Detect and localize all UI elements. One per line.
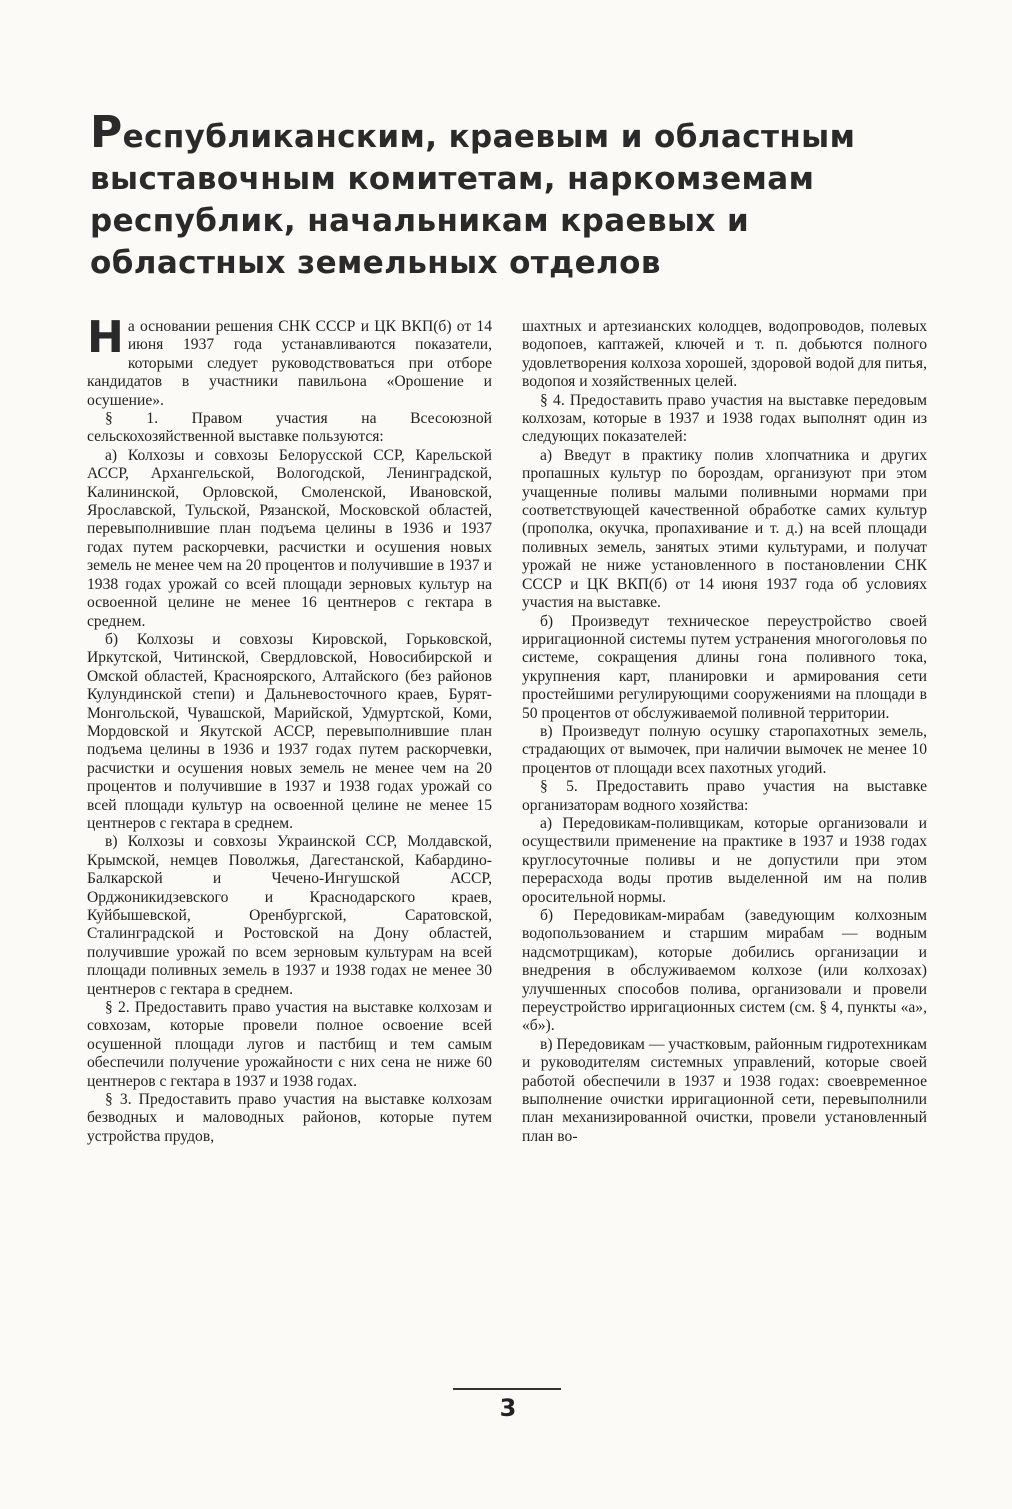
- paragraph-text: а основании решения СНК СССР и ЦК ВКП(б) от 14 июня 1937 года устанавливаются показатели, которыми следует руководствоваться при отборе кандидатов в участники павильона «Орошение и осушение».: [87, 318, 492, 409]
- footer-rule: [453, 1388, 561, 1390]
- drop-cap: Н: [87, 312, 124, 363]
- paragraph-intro: [87, 312, 492, 410]
- paragraph-section-3-cont: шахтных и артезианских колодцев, водопроводов, полевых водопоев, каптажей, ключей и т. п. добьются полного удовлетворения колхоза хорошей, здоровой водой для питья, водопоя и хозяйственных целей.: [522, 318, 927, 391]
- paragraph-section-4a: а) Введут в практику полив хлопчатника и других пропашных культур по бороздам, организуют при этом учащенные поливы малыми поливными нормами при соответствующей качественной обработке самих культур (прополка, окучка, пропахивание и т. д.) на всей площади поливных земель, занятых этими культурами, и получат урожай не ниже установленного в постановлении СНК СССР и ЦК ВКП(б) от 14 июня 1937 года об условиях участия на выставке.: [522, 446, 927, 612]
- paragraph-section-5: § 5. Предоставить право участия на выставке организаторам водного хозяйства:: [522, 778, 927, 814]
- right-column: [522, 318, 927, 1146]
- paragraph-section-5v: в) Передовикам — участковым, районным гидротехникам и руководителям системных управлений, которые своей работой обеспечили в 1937 и 1938 годах: своевременное выполнение очистки ирригационной сети, перевыполнили план механизированной очистки, провели установленный план во-: [522, 1035, 927, 1145]
- page-title: [90, 107, 920, 284]
- paragraph-section-1a: а) Колхозы и совхозы Белорусской ССР, Карельской АССР, Архангельской, Вологодской, Ленинградской, Калининской, Орловской, Смоленской, Ивановской, Ярославской, Тульской, Рязанской, Московской областей, перевыполнившие план подъема целины в 1936 и 1937 годах путем раскорчевки, расчистки и осушения новых земель не менее чем на 20 процентов и получившие в 1937 и 1938 годах урожай со всей площади зерновых культур на освоенной целине не менее 16 центнеров с гектара в среднем.: [87, 446, 492, 630]
- paragraph-section-4: § 4. Предоставить право участия на выставке передовым колхозам, которые в 1937 и 1938 годах выполнят один из следующих показателей:: [522, 391, 927, 446]
- paragraph-section-2: § 2. Предоставить право участия на выставке колхозам и совхозам, которые провели полное освоение всей осушенной площади лугов и пастбищ и тем самым обеспечили получение урожайности с них сена не ниже 60 центнеров с гектара в 1937 и 1938 годах.: [87, 999, 492, 1090]
- paragraph-section-3: § 3. Предоставить право участия на выставке колхозам безводных и маловодных районов, которые путем устройства прудов,: [87, 1091, 492, 1145]
- paragraph-section-5a: а) Передовикам-поливщикам, которые организовали и осуществили применение на практике в 1937 и 1938 годах круглосуточные поливы и не допустили при этом перерасхода воды против выделенной им на полив оросительной нормы.: [522, 814, 927, 906]
- paragraph-section-5b: б) Передовикам-мирабам (заведующим колхозным водопользованием и старшим мирабам — водным надсмотрщикам), которые добились организации и внедрения в обслуживаемом колхозе (или колхозах) улучшенных способов полива, организовали и провели переустройство ирригационных систем (см. § 4, пункты «а», «б»).: [522, 907, 927, 1035]
- page-number: 3: [499, 1394, 517, 1422]
- paragraph-section-4b: б) Произведут техническое переустройство своей ирригационной системы путем устранения многоголовья по системе, сокращения длины гона поливного тока, укрупнения карт, планировки и армирования сети простейшими регулирующими сооружениями на площади в 50 процентов от обслуживаемой поливной территории.: [522, 612, 927, 722]
- title-text: еспубликанским, краевым и областным выставочным комитетам, наркомземам республик, начальникам краевых и областных земельных отделов: [90, 119, 856, 281]
- paragraph-section-4v: в) Произведут полную осушку старопахотных земель, страдающих от вымочек, при наличии вымочек не менее 10 процентов от площади всех пахотных угодий.: [522, 722, 927, 777]
- paragraph-section-1b: б) Колхозы и совхозы Кировской, Горьковской, Иркутской, Читинской, Свердловской, Новосибирской и Омской областей, Красноярского, Алтайского (без районов Кулундинской степи) и Дальневосточного краев, Бурят-Монгольской, Чувашской, Марийской, Удмуртской, Коми, Мордовской и Якутской АССР, перевыполнившие план подъема целины в 1936 и 1937 годах путем раскорчевки, расчистки и осушения новых земель не менее чем на 20 процентов и получившие в 1937 и 1938 годах урожай со всей площади культур на освоенной целине не менее 15 центнеров с гектара в среднем.: [87, 630, 492, 832]
- title-initial: Р: [90, 107, 123, 158]
- paragraph-section-1v: в) Колхозы и совхозы Украинской ССР, Молдавской, Крымской, немцев Поволжья, Дагестанской, Кабардино-Балкарской и Чечено-Ингушской АССР, Орджоникидзевского и Краснодарского краев, Куйбышевской, Оренбургской, Саратовской, Сталинградской и Ростовской на Дону областей, получившие урожай по всем зерновым культурам на всей площади поливных земель в 1937 и 1938 годах не менее 30 центнеров с гектара в среднем.: [87, 833, 492, 998]
- paragraph-section-1: § 1. Правом участия на Всесоюзной сельскохозяйственной выставке пользуются:: [87, 410, 492, 446]
- left-column: [87, 312, 492, 1146]
